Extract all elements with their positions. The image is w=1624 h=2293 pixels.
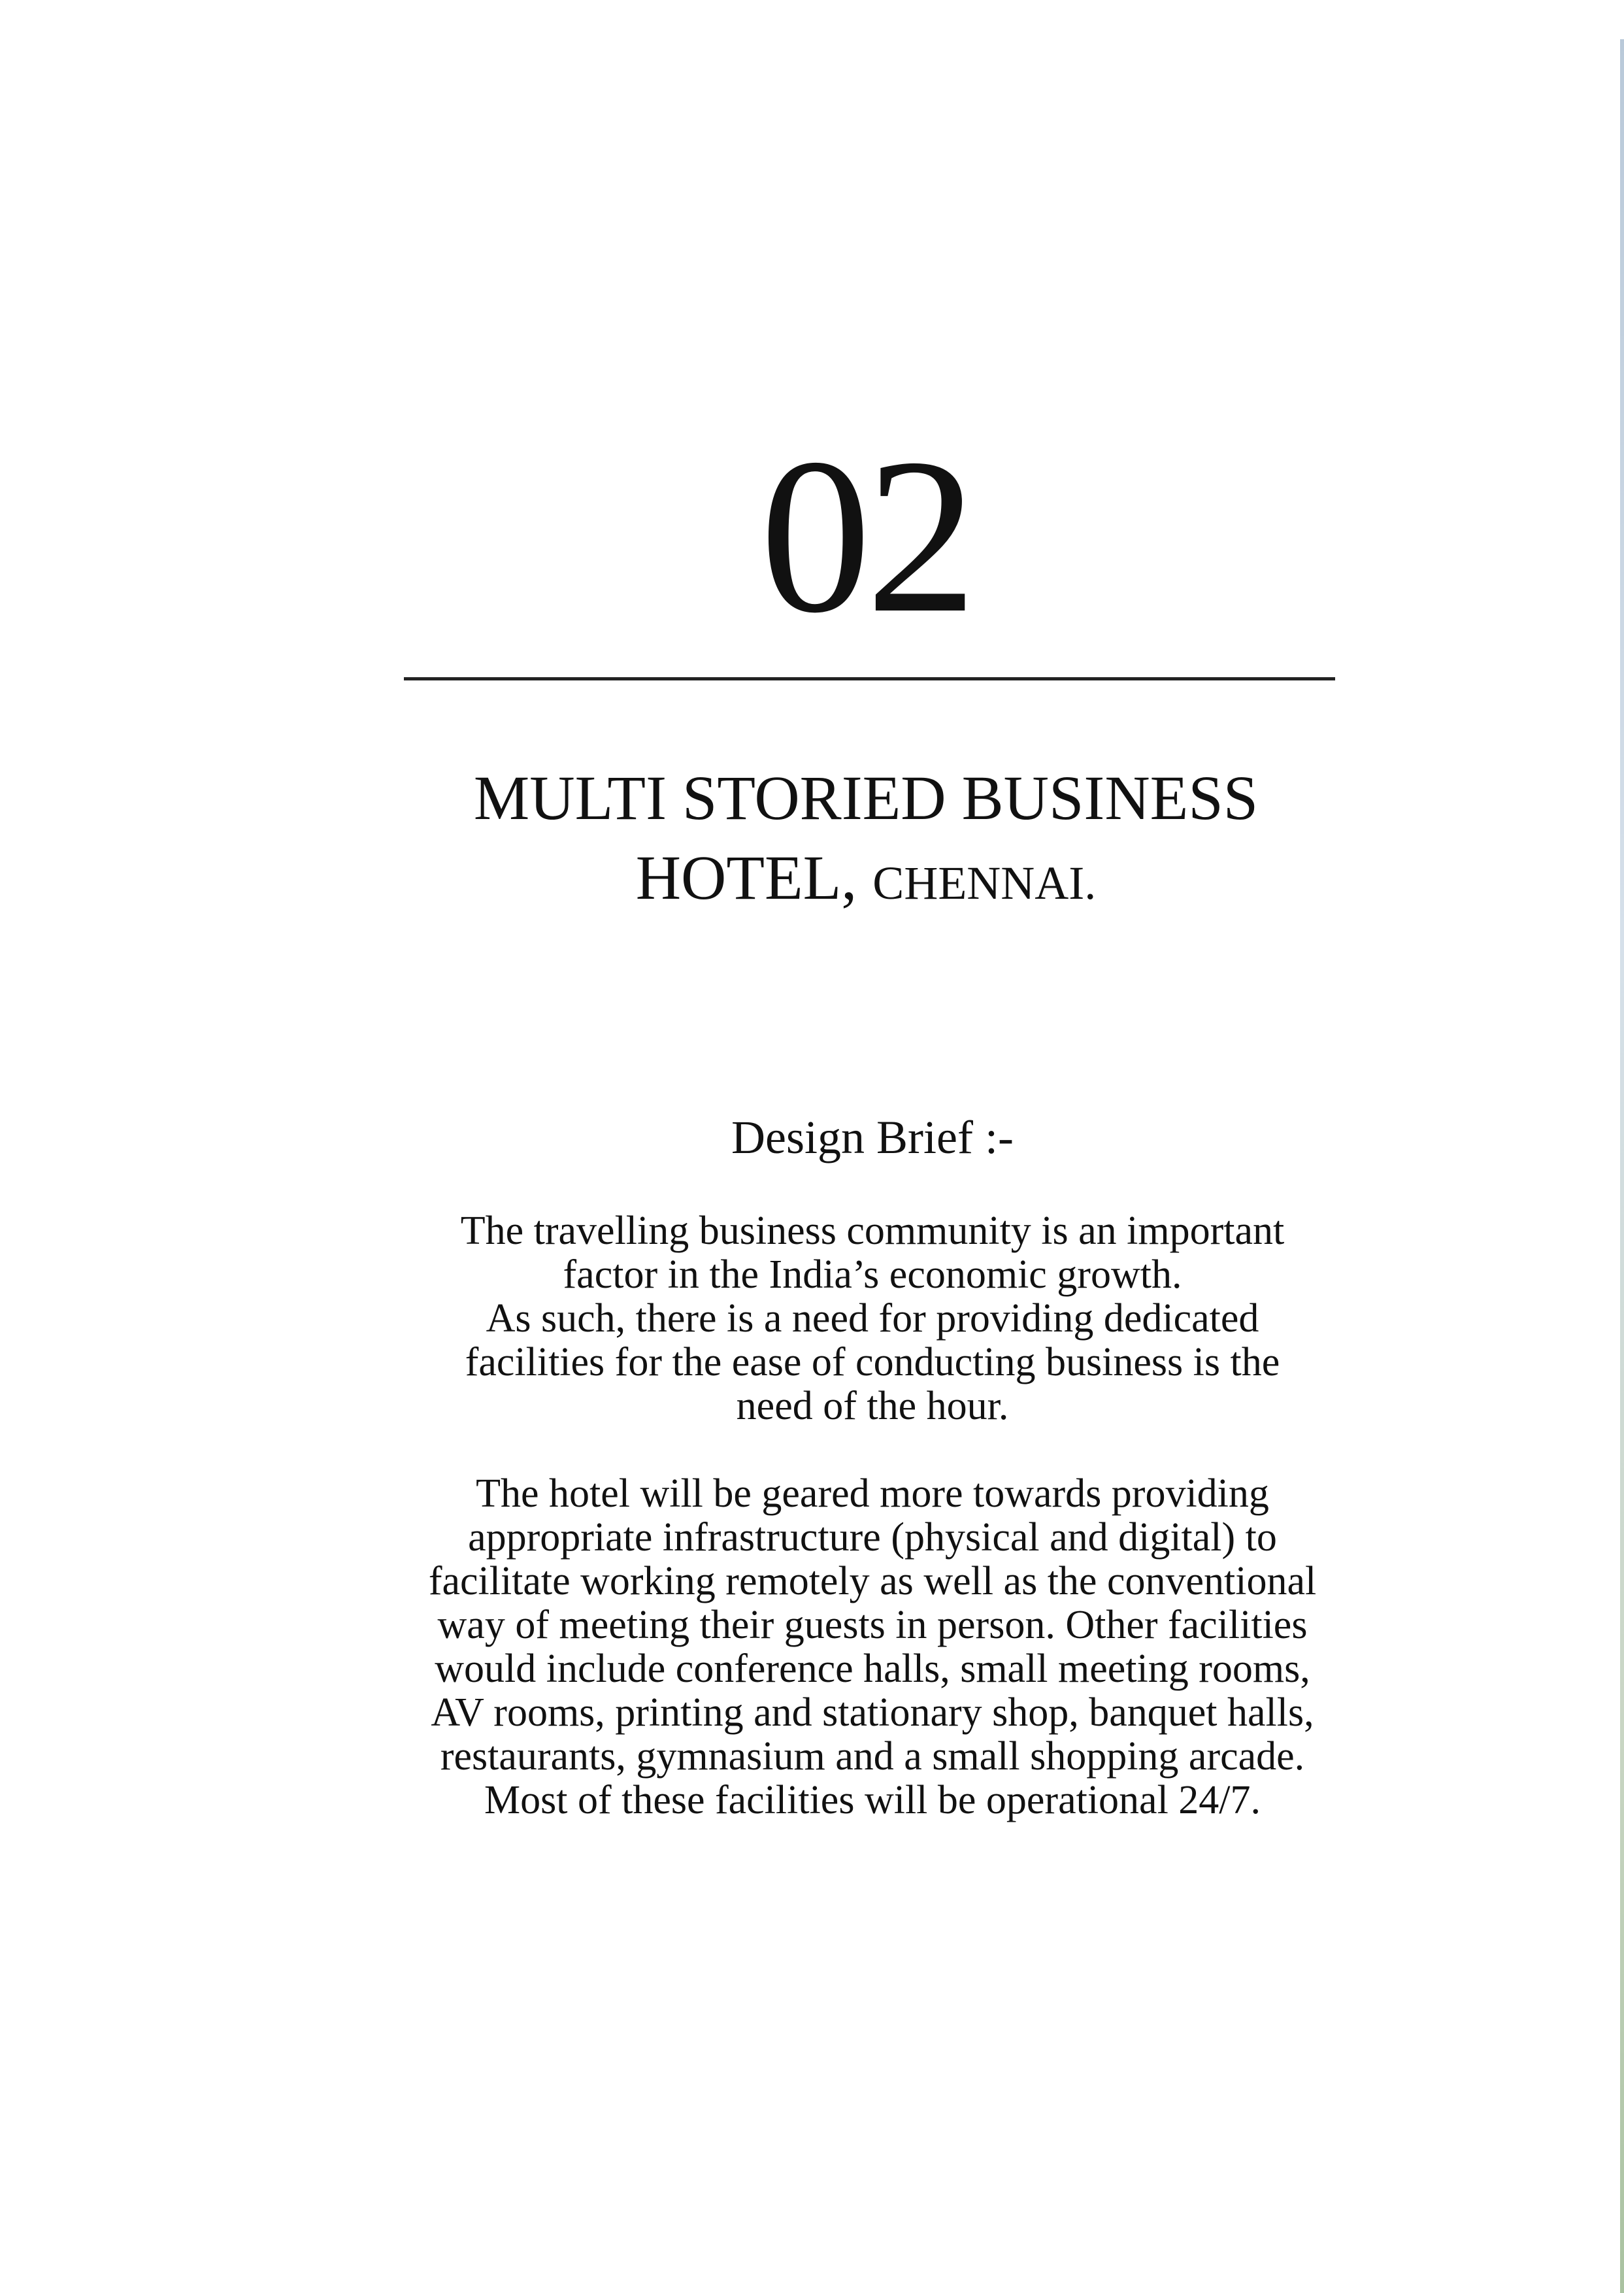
project-title (196, 758, 1536, 923)
paragraph-line: appropriate infrastructure (physical and digital) to (468, 1515, 1277, 1560)
paragraph-line: facilitate working remotely as well as the conventional (428, 1559, 1317, 1603)
project-title-city: CHENNAI. (872, 857, 1097, 909)
page-edge-strip (1620, 39, 1624, 2293)
project-title-line-2 (196, 838, 1536, 923)
chapter-number: 02 (760, 412, 972, 659)
design-brief-paragraph-1 (196, 1209, 1549, 1428)
paragraph-line: As such, there is a need for providing dedicated (486, 1296, 1259, 1341)
paragraph-line: The hotel will be geared more towards providing (476, 1471, 1269, 1516)
design-brief-heading: Design Brief :- (731, 1111, 1014, 1163)
project-title-hotel: HOTEL, (635, 843, 857, 912)
paragraph-line: need of the hour. (736, 1384, 1009, 1428)
design-brief-paragraph-2 (196, 1472, 1549, 1822)
paragraph-line: restaurants, gymnasium and a small shopping arcade. (440, 1734, 1305, 1779)
divider-rule (404, 677, 1335, 680)
project-title-line-1: MULTI STORIED BUSINESS (473, 763, 1259, 833)
paragraph-line: facilities for the ease of conducting business is the (465, 1340, 1280, 1384)
paragraph-line: would include conference halls, small meeting rooms, (435, 1647, 1310, 1691)
paragraph-line: The travelling business community is an important (460, 1209, 1285, 1253)
paragraph-line: factor in the India’s economic growth. (563, 1252, 1182, 1297)
paragraph-line: way of meeting their guests in person. Other facilities (437, 1603, 1308, 1647)
paragraph-line: AV rooms, printing and stationary shop, banquet halls, (431, 1690, 1314, 1735)
paragraph-line: Most of these facilities will be operational 24/7. (484, 1778, 1261, 1822)
